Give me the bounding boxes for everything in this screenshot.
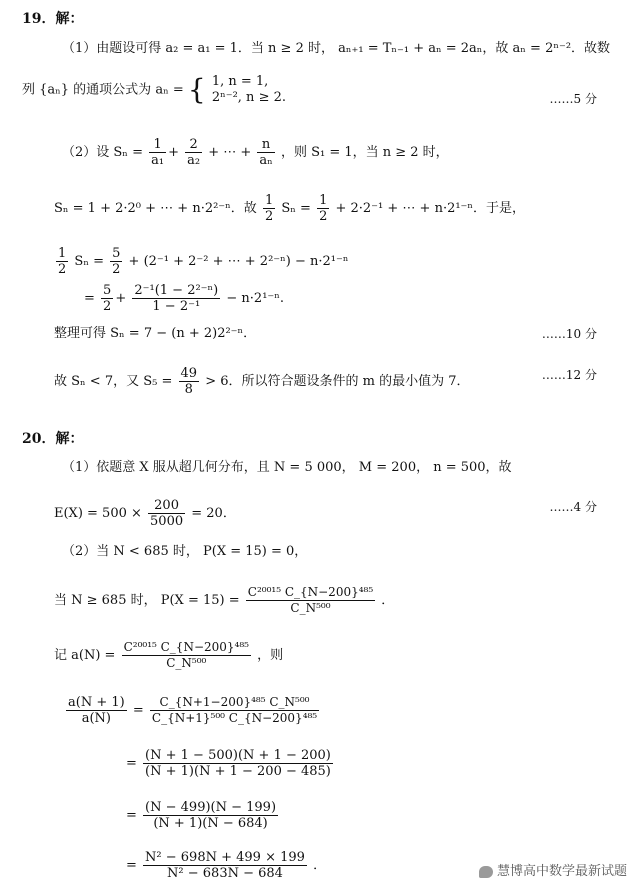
q19-title: 19．解： [22, 11, 84, 27]
q20-expectation-result: = 20． [191, 506, 236, 521]
frac-den: (N + 1)(N + 1 − 200 − 485) [145, 764, 331, 779]
frac-den: 2 [103, 299, 112, 314]
frac-five-halves [101, 283, 113, 314]
q19-part2-line1: （2）设 Sₙ = $\frac{1}{\text{a₁}}$ + $\frac{2}{\text{a₂}}$ + ⋯ + $\frac{n}{\text{aₙ}}$ ，则 S₁ = 1，当 n ≥ 2 时， [62, 137, 449, 168]
frac-probability [246, 585, 375, 616]
q20-expectation-lead: E(X) = 500 × [54, 506, 142, 521]
frac-n-over-an [257, 137, 274, 168]
frac-den: C_N⁵⁰⁰ [166, 656, 207, 670]
frac-ratio-step4 [143, 850, 307, 881]
q19-half-sn-tail: − n·2¹⁻ⁿ. [226, 291, 285, 306]
watermark [479, 860, 627, 879]
frac-num: C²⁰⁰¹⁵ C_{N−200}⁴⁸⁵ [247, 585, 374, 599]
frac-geometric-sum [132, 283, 220, 314]
q19-half-sn-eq: Sₙ = [74, 254, 104, 269]
frac-five-halves [110, 246, 122, 277]
q20-define-line [54, 640, 283, 671]
frac-half [56, 246, 68, 277]
q19-sn-expansion: Sₙ = 1 + 2·2⁰ + ⋯ + n·2²⁻ⁿ．故 [54, 201, 257, 216]
frac-num: 200 [148, 498, 185, 514]
frac-den: 2 [319, 209, 328, 224]
q20-title: 20．解： [22, 431, 84, 447]
q20-expectation-line [54, 498, 236, 529]
frac-den: a₁ [151, 153, 165, 168]
period: ． [381, 593, 395, 608]
q19-general-formula-lead: 列 {aₙ} 的通项公式为 aₙ = [22, 82, 184, 98]
period: ． [313, 858, 327, 873]
frac-ratio-combinations [150, 695, 319, 726]
frac-den: C_{N+1}⁵⁰⁰ C_{N−200}⁴⁸⁵ [151, 711, 318, 725]
q20-ratio-line4 [126, 850, 326, 881]
frac-num: (N + 1 − 500)(N + 1 − 200) [145, 748, 331, 763]
frac-den: 2 [58, 262, 67, 277]
wechat-icon [479, 866, 493, 878]
q19-ellipsis-plus: + ⋯ + [208, 145, 252, 160]
q19-score-12: ……12 分 [541, 368, 597, 382]
frac-ratio-step3 [143, 800, 278, 831]
frac-num: 5 [112, 246, 121, 261]
eq-sign: = [126, 808, 137, 823]
q20-define-lead: 记 a(N) = [54, 648, 116, 663]
frac-den: aₙ [259, 153, 273, 168]
frac-half [317, 193, 329, 224]
frac-num: 49 [180, 366, 198, 381]
frac-den: N² − 683N − 684 [167, 866, 283, 881]
q19-score-10: ……10 分 [541, 327, 597, 341]
q20-probability-lead: 当 N ≥ 685 时， P(X = 15) = [54, 593, 240, 608]
q20-ratio-line2 [126, 748, 335, 779]
q20-ratio-line3 [126, 800, 280, 831]
q20-probability-line [54, 585, 394, 616]
q19-half-sn-line2: = $\frac{5}{2}$ + $\frac{\text{2⁻¹(1 − 2²⁻ⁿ)}}{\text{1 − 2⁻¹}}$ − n·2¹⁻ⁿ. [84, 283, 285, 314]
frac-num: 1 [149, 137, 166, 153]
q20-ratio-line1 [64, 695, 321, 726]
q19-case1: 1, n = 1, [211, 74, 269, 89]
q19-case2: 2ⁿ⁻², n ≥ 2. [211, 90, 286, 105]
frac-1-over-a1 [149, 137, 166, 168]
frac-den: C_N⁵⁰⁰ [290, 601, 331, 615]
q19-piecewise [212, 74, 286, 106]
frac-den: a₂ [187, 153, 201, 168]
frac-num: 1 [319, 193, 328, 208]
frac-num: 1 [58, 246, 67, 261]
frac-num: (N − 499)(N − 199) [145, 800, 277, 815]
frac-half [263, 193, 275, 224]
frac-den: 2 [112, 262, 121, 277]
q19-part1-line2 [22, 74, 286, 106]
frac-200-over-5000 [148, 498, 185, 529]
eq-sign: = [84, 291, 95, 306]
q20-score-4: ……4 分 [549, 500, 597, 514]
frac-2-over-a2 [185, 137, 202, 168]
q19-part2-tail: ，则 S₁ = 1，当 n ≥ 2 时， [280, 145, 449, 160]
frac-den: 2 [264, 209, 274, 224]
brace-symbol: { [187, 73, 206, 106]
q19-score-5: ……5 分 [549, 92, 597, 106]
frac-den: 8 [184, 382, 193, 397]
frac-num: N² − 698N + 499 × 199 [145, 850, 305, 865]
q20-define-tail: ，则 [257, 648, 284, 663]
frac-den: (N + 1)(N − 684) [153, 816, 268, 831]
frac-a-n [122, 640, 251, 671]
frac-num: n [257, 137, 274, 153]
q19-sn-line [54, 193, 525, 224]
q19-half-sn-expansion: + 2·2⁻¹ + ⋯ + n·2¹⁻ⁿ．于是， [335, 201, 526, 216]
frac-49-over-8 [179, 366, 200, 397]
eq-sign: = [126, 756, 137, 771]
frac-num: C²⁰⁰¹⁵ C_{N−200}⁴⁸⁵ [123, 640, 249, 654]
frac-num: a(N + 1) [68, 695, 125, 710]
frac-ratio-lhs [66, 695, 127, 726]
q19-conclusion-lead: 故 Sₙ < 7，又 S₅ = [54, 374, 173, 389]
frac-num: 1 [264, 193, 274, 208]
frac-den: 1 − 2⁻¹ [152, 299, 201, 314]
q19-part2-lead: （2）设 Sₙ = [62, 145, 143, 160]
frac-num: 5 [103, 283, 112, 298]
q19-half-sn-line [54, 246, 348, 277]
q20-part2-line: （2）当 N < 685 时， P(X = 15) = 0， [62, 544, 308, 559]
frac-den: a(N) [81, 711, 111, 726]
q19-conclusion-tail: > 6．所以符合题设条件的 m 的最小值为 7． [205, 374, 470, 389]
q19-half-sn-sum: + (2⁻¹ + 2⁻² + ⋯ + 2²⁻ⁿ) − n·2¹⁻ⁿ [128, 254, 349, 269]
frac-num: C_{N+1−200}⁴⁸⁵ C_N⁵⁰⁰ [150, 695, 319, 711]
frac-ratio-step2 [143, 748, 333, 779]
eq-sign: = [132, 703, 144, 718]
eq-sign: = [126, 858, 137, 873]
frac-num: 2⁻¹(1 − 2²⁻ⁿ) [134, 283, 219, 298]
watermark-text: 慧博高中数学最新试题 [496, 864, 627, 879]
q19-part1-line1: （1）由题设可得 a₂ = a₁ = 1．当 n ≥ 2 时， aₙ₊₁ = Tₙ₋₁ + aₙ = 2aₙ，故 aₙ = 2ⁿ⁻²．故数 [62, 41, 611, 56]
q19-sn-eq: Sₙ = [281, 201, 311, 216]
frac-num: 2 [185, 137, 202, 153]
q19-result-line: 整理可得 Sₙ = 7 − (n + 2)2²⁻ⁿ． [54, 326, 257, 341]
frac-den: 5000 [150, 514, 184, 529]
q19-conclusion-line [54, 366, 470, 397]
q20-part1-line: （1）依题意 X 服从超几何分布，且 N = 5 000， M = 200， n = 500，故 [62, 460, 512, 475]
